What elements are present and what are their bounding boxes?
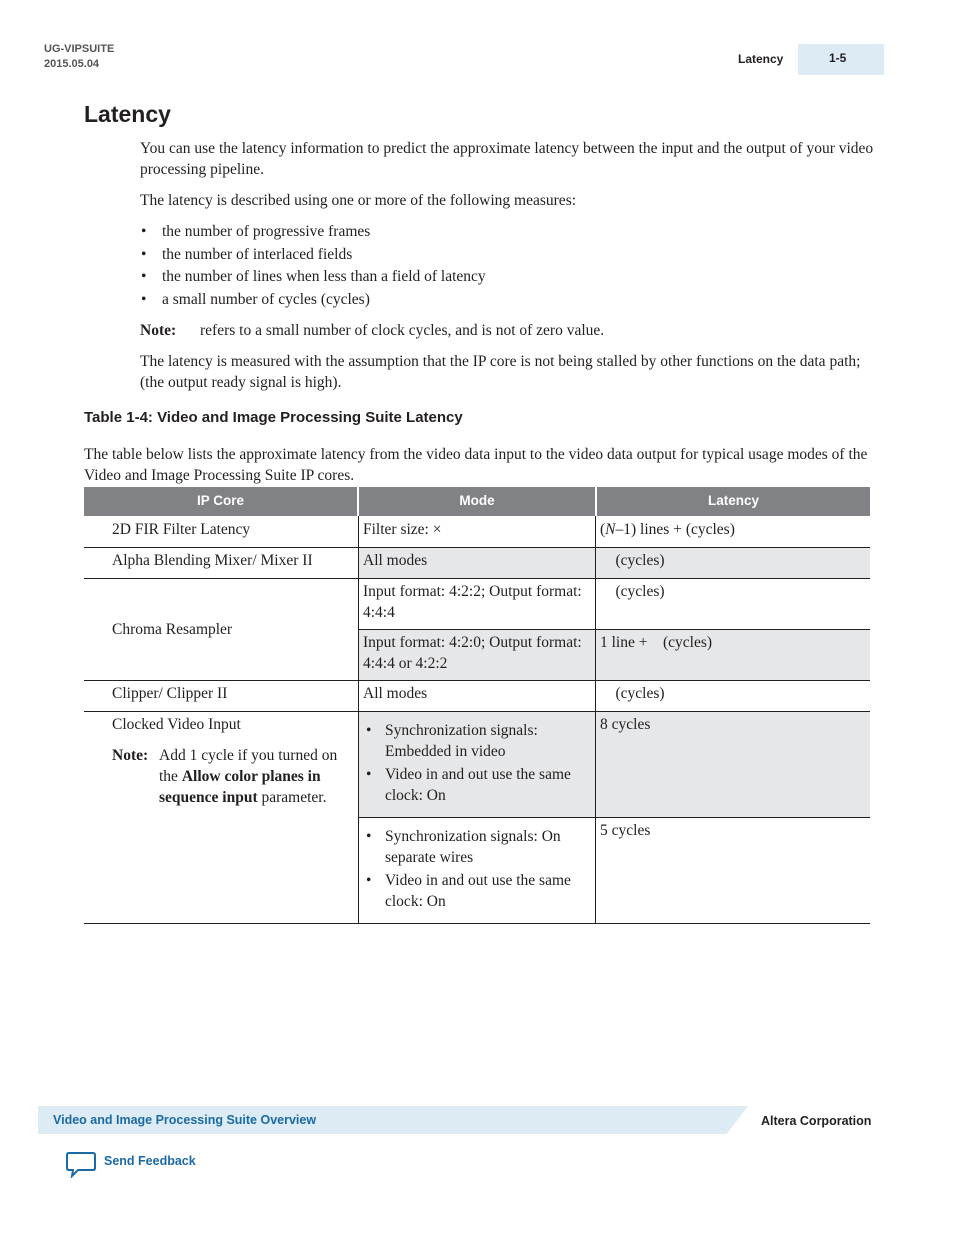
table-description: The table below lists the approximate latency from the video data input to the video data output for typical usage modes of the Video and Image Processing Suite IP cores. (84, 446, 868, 484)
column-header-latency: Latency (597, 487, 870, 516)
mode-list (363, 826, 590, 912)
cell-ip-core (107, 711, 357, 811)
assumption-paragraph: The latency is measured with the assumption that the IP core is not being stalled by other functions on the data path; (the output ready signal is high). (140, 353, 861, 391)
note-label: Note: (140, 322, 177, 339)
list-item: • a small number of cycles (cycles) (140, 289, 875, 312)
cell-mode: All modes (363, 552, 428, 569)
column-header-ip-core: IP Core (84, 487, 357, 516)
cell-ip-core: Alpha Blending Mixer/ Mixer II (112, 552, 313, 569)
cell-latency (595, 516, 870, 543)
note-text: refers to a small number of clock cycles, and is not of zero value. (200, 322, 605, 339)
cell-ip-core: 2D FIR Filter Latency (112, 521, 251, 538)
cell-latency: (cycles) (600, 685, 665, 702)
list-item: • Synchronization signals: On separate wires (363, 826, 590, 868)
header-section-name: Latency (738, 52, 784, 66)
cell-latency: 8 cycles (600, 716, 651, 733)
cell-mode: Input format: 4:2:0; Output format: 4:4:4 or 4:2:2 (363, 634, 582, 672)
list-item: • the number of lines when less than a field of latency (140, 266, 875, 289)
note-text-end: parameter. (257, 789, 327, 806)
cell-ip-core: Chroma Resampler (112, 621, 233, 638)
note-text-start: Add 1 cycle if you turned on the (159, 747, 338, 785)
table-bottom-border (84, 923, 870, 924)
cell-mode: Filter size: × (363, 521, 442, 538)
list-item: • the number of progressive frames (140, 221, 875, 244)
page-title: Latency (84, 101, 171, 127)
cell-mode: Input format: 4:2:2; Output format: 4:4:4 (363, 583, 582, 621)
measures-list (140, 221, 875, 311)
speech-bubble-icon[interactable] (66, 1151, 96, 1183)
note-text (159, 745, 352, 808)
header-page-number: 1-5 (829, 51, 847, 65)
footer-document-title[interactable]: Video and Image Processing Suite Overview (53, 1113, 317, 1127)
measures-intro-paragraph: The latency is described using one or more of the following measures: (140, 192, 577, 209)
mode-list (363, 720, 590, 806)
list-item: • Video in and out use the same clock: On (363, 870, 590, 912)
document-id (44, 42, 114, 72)
footer-company: Altera Corporation (761, 1114, 872, 1128)
column-header-mode: Mode (359, 487, 595, 516)
doc-id-text: UG-VIPSUITE (44, 43, 115, 55)
cell-latency: 5 cycles (600, 822, 651, 839)
cell-mode (358, 717, 595, 811)
list-item: • Synchronization signals: Embedded in video (363, 720, 590, 762)
cvi-note (112, 745, 352, 808)
table-caption: Table 1-4: Video and Image Processing Suite Latency (84, 409, 463, 426)
latency-suffix: –1) lines + (cycles) (615, 521, 735, 538)
intro-paragraph: You can use the latency information to predict the approximate latency between the input and the output of your video processing pipeline. (140, 140, 874, 178)
note-parameter-name: Allow color planes in sequence input (159, 768, 321, 806)
send-feedback-link[interactable]: Send Feedback (104, 1154, 196, 1168)
latency-table (84, 487, 870, 924)
cell-latency: (cycles) (600, 583, 665, 600)
cell-mode: All modes (363, 685, 428, 702)
note-paragraph (140, 320, 875, 341)
cell-latency: (cycles) (600, 552, 665, 569)
cell-mode (358, 823, 595, 917)
doc-date-text: 2015.05.04 (44, 58, 100, 70)
latency-variable: N (605, 521, 616, 538)
cell-ip-core: Clipper/ Clipper II (112, 685, 228, 702)
list-item: • Video in and out use the same clock: On (363, 764, 590, 806)
list-item: • the number of interlaced fields (140, 244, 875, 267)
cell-latency: 1 line + (cycles) (600, 634, 713, 651)
note-label: Note: (112, 747, 149, 764)
ip-core-name: Clocked Video Input (112, 716, 241, 733)
latency-prefix: ( (600, 521, 606, 538)
